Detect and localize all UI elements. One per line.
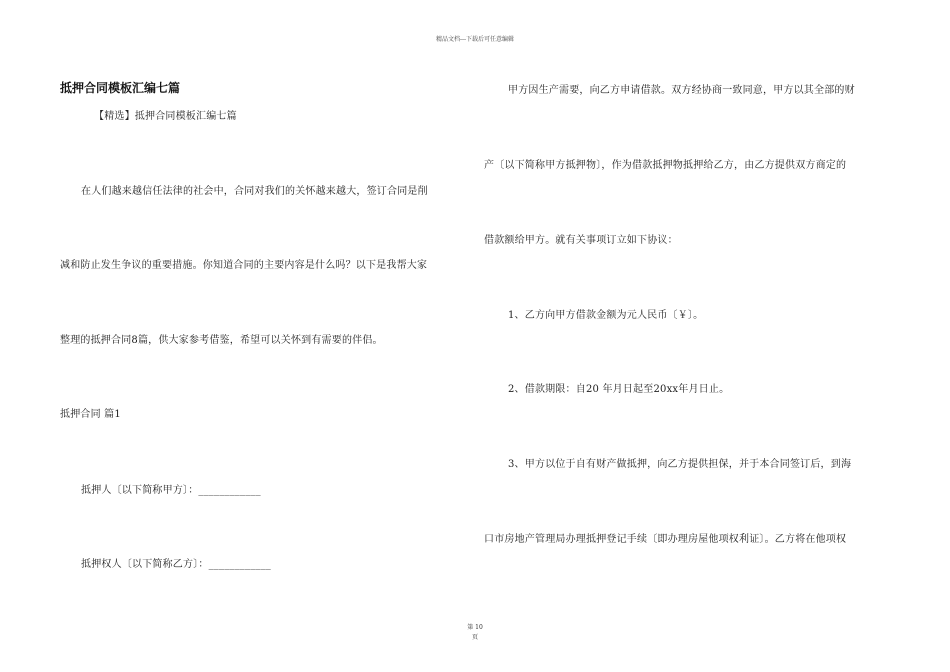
right-paragraph-2: 产〔以下简称甲方抵押物〕，作为借款抵押物抵押给乙方，由乙方提供双方商定的: [484, 160, 847, 171]
clause-3-continued: 口市房地产管理局办理抵押登记手续〔即办理房屋他项权利证〕。乙方将在他项权: [484, 534, 847, 545]
page-number: 第 10: [467, 624, 483, 631]
clause-2: 2、借款期限：自20 年月日起至20xx年月日止。: [508, 384, 730, 395]
mortgagor-line: 抵押人〔以下简称甲方〕：____________: [81, 485, 261, 496]
page-header: 精品文档---下载后可任意编辑: [435, 36, 515, 43]
clause-3: 3、甲方以位于自有财产做抵押，向乙方提供担保，并于本合同签订后，到海: [508, 459, 852, 470]
clause-1: 1、乙方向甲方借款金额为元人民币〔￥〕。: [508, 310, 704, 321]
left-paragraph-1: 在人们越来越信任法律的社会中，合同对我们的关怀越来越大，签订合同是削: [81, 186, 428, 197]
left-paragraph-2: 减和防止发生争议的重要措施。你知道合同的主要内容是什么吗？以下是我帮大家: [60, 260, 428, 271]
right-paragraph-3: 借款额给甲方。就有关事项订立如下协议：: [484, 235, 678, 246]
section-heading: 抵押合同 篇1: [60, 409, 121, 420]
document-subtitle: 【精选】抵押合同模板汇编七篇: [94, 111, 237, 122]
right-paragraph-1: 甲方因生产需要，向乙方申请借款。双方经协商一致同意，甲方以其全部的财: [508, 85, 855, 96]
mortgagee-line: 抵押权人〔以下简称乙方〕：____________: [81, 559, 271, 570]
page-suffix: 页: [471, 634, 478, 641]
document-title: 抵押合同模板汇编七篇: [60, 81, 181, 95]
left-paragraph-3: 整理的抵押合同8篇，供大家参考借鉴，希望可以关怀到有需要的伴侣。: [60, 335, 383, 346]
